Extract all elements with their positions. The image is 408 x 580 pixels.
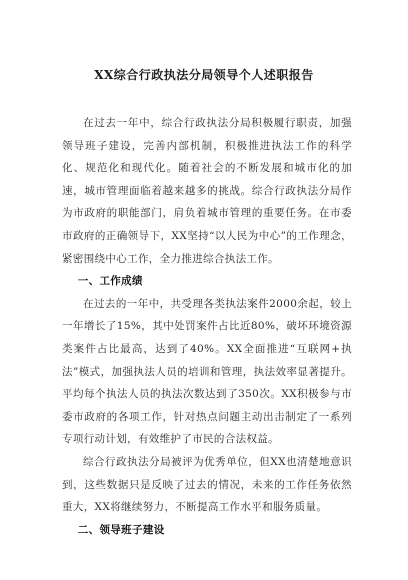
achievements-paragraph-1: 在过去的一年中，共受理各类执法案件2000余起，较上一年增长了15%，其中处罚案件占比近80%，破坏环境资源类案件占比最高，达到了40%。XX全面推进“互联网+执法”模式，加强执法人员的培训和管理，执法效率显著提升。平均每个执法人员的执法次数达到了350次。XX积极参与市委市政府的各项工作，针对热点问题主动出击制定了一系列专项行动计划，有效维护了市民的合法权益。: [62, 297, 352, 446]
section-heading-leadership: 二、领导班子建设: [77, 523, 165, 536]
section-heading-achievements: 一、工作成绩: [77, 275, 143, 288]
achievements-paragraph-2: 综合行政执法分局被评为优秀单位，但XX也清楚地意识到，这些数据只是反映了过去的情况，未来的工作任务依然重大，XX将继续努力，不断提高工作水平和服务质量。: [62, 455, 352, 514]
document-body: [62, 112, 352, 541]
document-title: XX综合行政执法分局领导个人述职报告: [94, 68, 314, 82]
intro-paragraph: 在过去一年中，综合行政执法分局积极履行职责，加强领导班子建设，完善内部机制，积极推进执法工作的科学化、规范化和现代化。随着社会的不断发展和城市化的加速，城市管理面临着越来越多的挑战。综合行政执法分局作为市政府的职能部门，肩负着城市管理的重要任务。在市委市政府的正确领导下，XX坚持“以人民为中心”的工作理念，紧密围绕中心工作，全力推进综合执法工作。: [62, 117, 352, 265]
